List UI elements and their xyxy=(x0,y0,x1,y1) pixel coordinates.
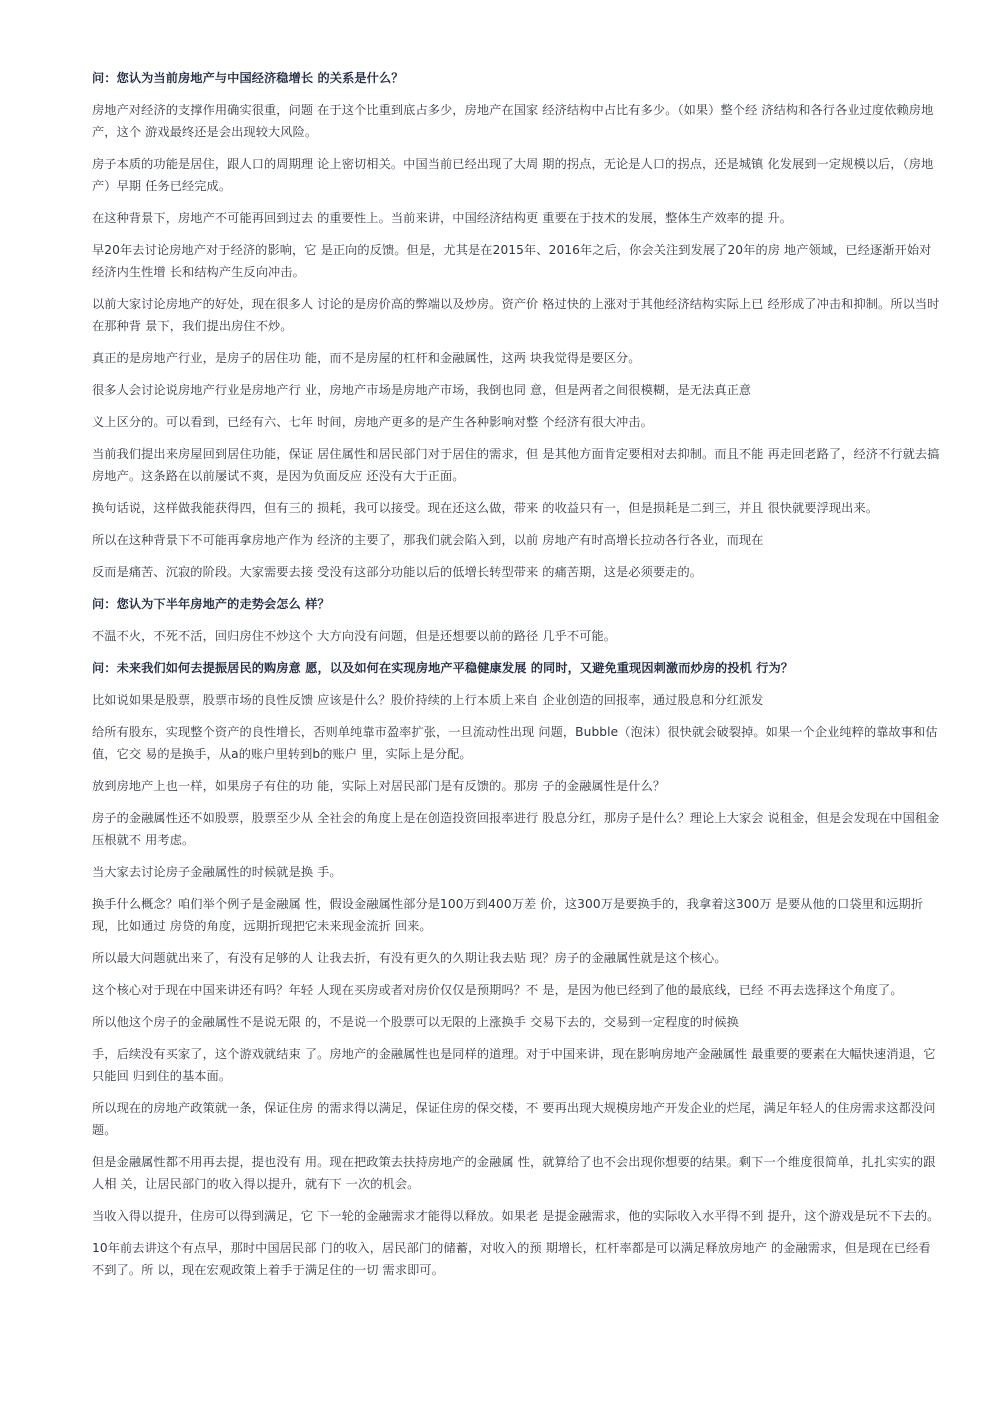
answer-paragraph: 义上区分的。可以看到，已经有六、七年 时间，房地产更多的是产生各种影响对整 个经济有很大冲击。 xyxy=(92,415,653,429)
answer-paragraph: 所以最大问题就出来了，有没有足够的人 让我去折，有没有更久的久期让我去贴 现？房子的金融属性就是这个核心。 xyxy=(92,951,727,965)
answer-paragraph: 当前我们提出来房屋回到居住功能，保证 居住属性和居民部门对于居住的需求，但 是其他方面肯定要相对去抑制。而且不能 再走回老路了，经济不行就去搞房地产。这条路在以前屡试不爽，是因为负面反应 还没有大于正面。 xyxy=(92,447,940,483)
answer-paragraph: 当收入得以提升，住房可以得到满足，它 下一轮的金融需求才能得以释放。如果老 是提金融需求，他的实际收入水平得不到 提升，这个游戏是玩不下去的。 xyxy=(92,1209,940,1223)
answer-paragraph: 给所有股东，实现整个资产的良性增长，否则单纯靠市盈率扩张，一旦流动性出现 问题，Bubble（泡沫）很快就会破裂掉。如果一个企业纯粹的靠故事和估值，它交 易的是换手，从a的账户里转到b的账户 里，实际上是分配。 xyxy=(92,725,938,761)
answer-paragraph: 比如说如果是股票，股票市场的良性反馈 应该是什么？股价持续的上行本质上来自 企业创造的回报率，通过股息和分红派发 xyxy=(92,693,764,707)
answer-paragraph: 当大家去讨论房子金融属性的时候就是换 手。 xyxy=(92,865,342,879)
answer-paragraph: 所以现在的房地产政策就一条，保证住房 的需求得以满足，保证住房的保交楼，不 要再出现大规模房地产开发企业的烂尾，满足年轻人的住房需求这都没问题。 xyxy=(92,1101,936,1137)
question-2: 问：您认为下半年房地产的走势会怎么 样？ xyxy=(92,597,330,611)
answer-paragraph: 在这种背景下，房地产不可能再回到过去 的重要性上。当前来讲，中国经济结构更 重要在于技术的发展，整体生产效率的提 升。 xyxy=(92,211,793,225)
answer-paragraph: 反而是痛苦、沉寂的阶段。大家需要去接 受没有这部分功能以后的低增长转型带来 的痛苦期，这是必须要走的。 xyxy=(92,565,703,579)
answer-paragraph: 以前大家讨论房地产的好处，现在很多人 讨论的是房价高的弊端以及炒房。资产价 格过快的上涨对于其他经济结构实际上已 经形成了冲击和抑制。所以当时在那种背 景下，我们提出房住不炒。 xyxy=(92,297,940,333)
answer-paragraph: 换手什么概念？咱们举个例子是金融属 性，假设金融属性部分是100万到400万差 价，这300万是要换手的，我拿着这300万 是要从他的口袋里和远期折现，比如通过 房贷的角度，远期折现把它未来现金流折 回来。 xyxy=(92,897,924,933)
answer-paragraph: 所以在这种背景下不可能再拿房地产作为 经济的主要了，那我们就会陷入到，以前 房地产有时高增长拉动各行各业，而现在 xyxy=(92,533,764,547)
answer-paragraph: 换句话说，这样做我能获得四，但有三的 损耗，我可以接受。现在还这么做，带来 的收益只有一，但是损耗是二到三，并且 很快就要浮现出来。 xyxy=(92,501,879,515)
answer-paragraph: 早20年去讨论房地产对于经济的影响，它 是正向的反馈。但是，尤其是在2015年、2016年之后，你会关注到发展了20年的房 地产领域，已经逐渐开始对经济内生性增 长和结构产生反向冲击。 xyxy=(92,243,932,279)
answer-paragraph: 很多人会讨论说房地产行业是房地产行 业，房地产市场是房地产市场，我倒也同 意，但是两者之间很模糊，是无法真正意 xyxy=(92,383,752,397)
answer-paragraph: 不温不火，不死不活，回归房住不炒这个 大方向没有问题，但是还想要以前的路径 几乎不可能。 xyxy=(92,629,617,643)
answer-paragraph: 房子本质的功能是居住，跟人口的周期理 论上密切相关。中国当前已经出现了大周 期的拐点，无论是人口的拐点，还是城镇 化发展到一定规模以后，（房地产）早期 任务已经完成。 xyxy=(92,157,934,193)
answer-paragraph: 手，后续没有买家了，这个游戏就结束 了。房地产的金融属性也是同样的道理。对于中国来讲，现在影响房地产金融属性 最重要的要素在大幅快速消退，它只能回 归到住的基本面。 xyxy=(92,1047,936,1083)
answer-paragraph: 真正的是房地产行业，是房子的居住功 能，而不是房屋的杠杆和金融属性，这两 块我觉得是要区分。 xyxy=(92,351,641,365)
answer-paragraph: 这个核心对于现在中国来讲还有吗？年轻 人现在买房或者对房价仅仅是预期吗？不 是，是因为他已经到了他的最底线，已经 不再去选择这个角度了。 xyxy=(92,983,903,997)
question-1: 问：您认为当前房地产与中国经济稳增长 的关系是什么？ xyxy=(92,71,404,85)
answer-paragraph: 房子的金融属性还不如股票，股票至少从 全社会的角度上是在创造投资回报率进行 股息分红，那房子是什么？理论上大家会 说租金，但是会发现在中国租金压根就不 用考虑。 xyxy=(92,811,940,847)
answer-paragraph: 但是金融属性都不用再去提，提也没有 用。现在把政策去扶持房地产的金融属 性，就算给了也不会出现你想要的结果。剩下一个维度很简单，扎扎实实的跟人相 关，让居民部门的收入得以提升，就有下 一次的机会。 xyxy=(92,1155,936,1191)
answer-paragraph: 房地产对经济的支撑作用确实很重，问题 在于这个比重到底占多少，房地产在国家 经济结构中占比有多少。（如果）整个经 济结构和各行各业过度依赖房地产，这个 游戏最终还是会出现较大风险。 xyxy=(92,103,934,139)
answer-paragraph: 10年前去讲这个有点早，那时中国居民部 门的收入，居民部门的储蓄，对收入的预 期增长，杠杆率都是可以满足释放房地产 的金融需求，但是现在已经看不到了。所 以，现在宏观政策上着手于满足住的一切 需求即可。 xyxy=(92,1241,931,1277)
answer-paragraph: 放到房地产上也一样，如果房子有住的功 能，实际上对居民部门是有反馈的。那房 子的金融属性是什么？ xyxy=(92,779,666,793)
answer-paragraph: 所以他这个房子的金融属性不是说无限 的，不是说一个股票可以无限的上涨换手 交易下去的，交易到一定程度的时候换 xyxy=(92,1015,739,1029)
question-3: 问：未来我们如何去提振居民的购房意 愿，以及如何在实现房地产平稳健康发展 的同时，又避免重现因刺激而炒房的投机 行为？ xyxy=(92,661,794,675)
